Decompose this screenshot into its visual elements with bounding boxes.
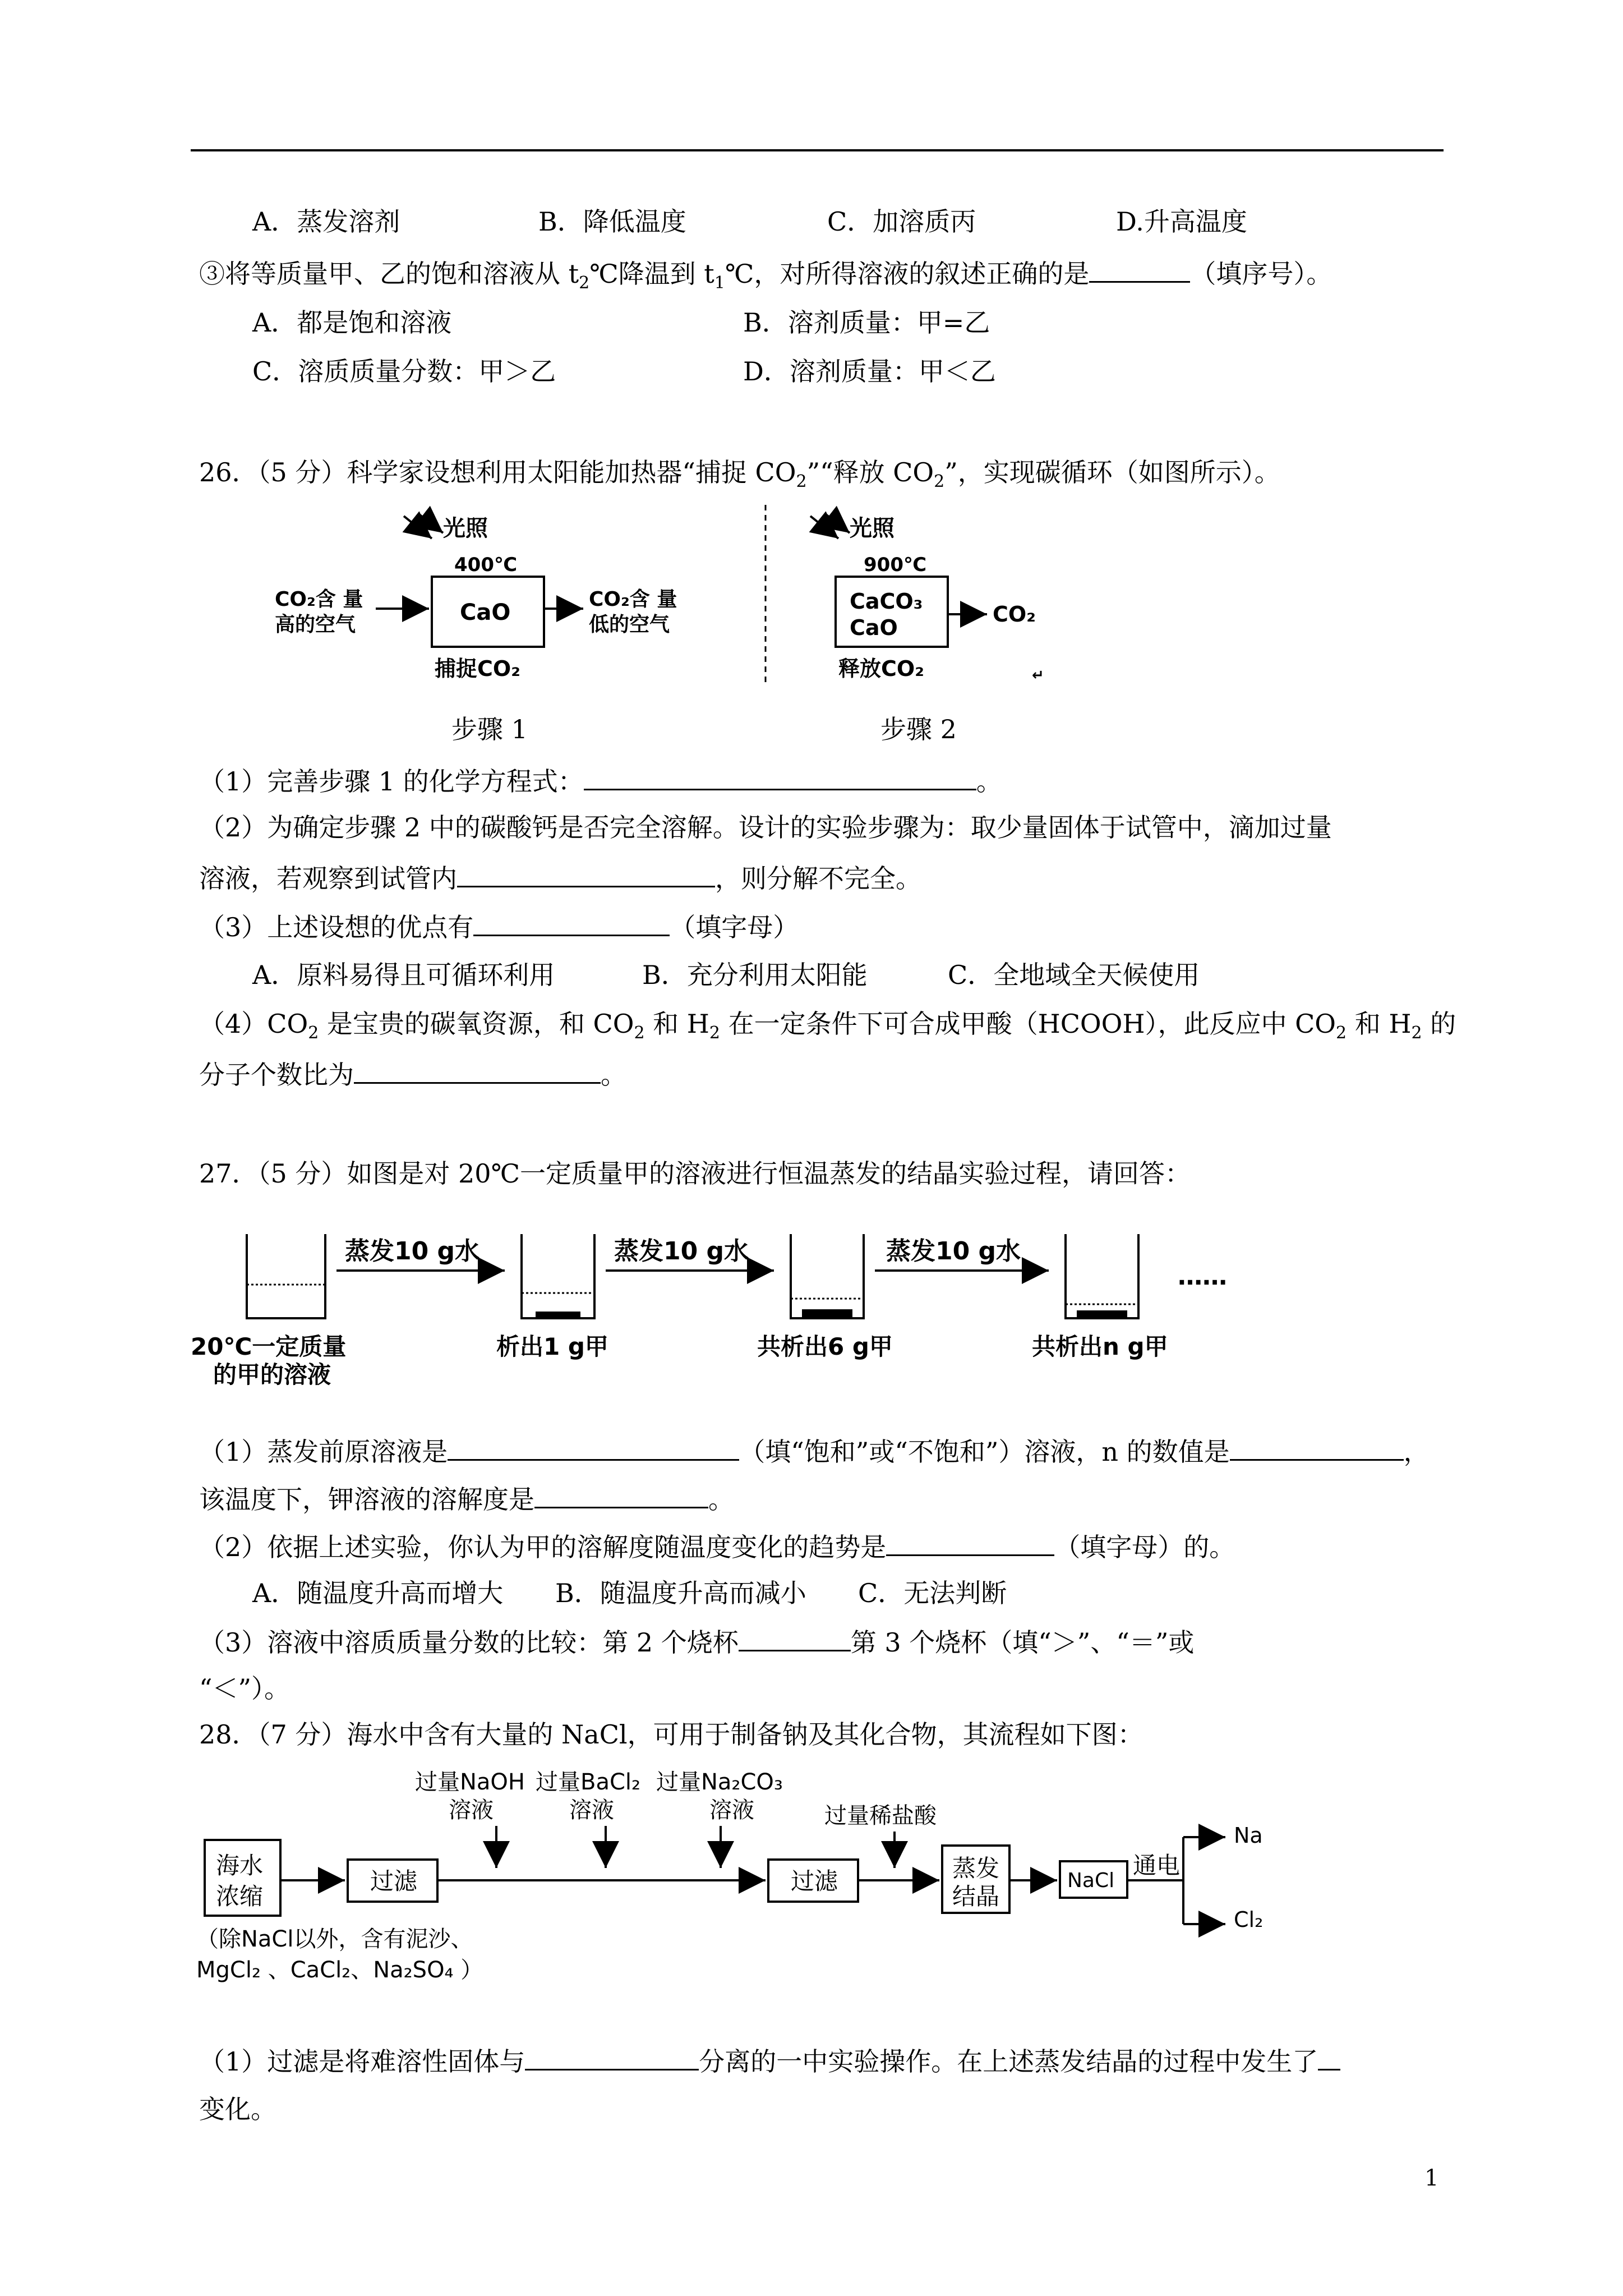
q26-p2: （2）为确定步骤 2 中的碳酸钙是否完全溶解。设计的实验步骤为：取少量固体于试管中，滴加过量 — [199, 812, 1332, 843]
seawater-note: （除NaCl以外，含有泥沙、 — [196, 1926, 473, 1952]
beaker-2-label: 析出1 g甲 — [496, 1333, 608, 1360]
q26-p4-cont: 分子个数比为 。 — [199, 1056, 626, 1092]
release-caption: 释放CO₂ — [838, 656, 924, 681]
beaker-4-label: 共析出n g甲 — [1032, 1333, 1168, 1360]
answer-blank — [584, 763, 976, 790]
reagent-label: 溶液 — [569, 1797, 614, 1823]
option-c: C．全地域全天候使用 — [948, 960, 1200, 990]
q28-p1: （1）过滤是将难溶性固体与 分离的一中实验操作。在上述蒸发结晶的过程中发生了 — [199, 2043, 1340, 2078]
beaker-1 — [247, 1234, 325, 1318]
beaker-4 — [1066, 1234, 1138, 1318]
q27-p2: （2）依据上述实验，你认为甲的溶解度随温度变化的趋势是 （填字母）的。 — [199, 1529, 1235, 1564]
input-air-label: 高的空气 — [275, 613, 356, 636]
answer-blank — [448, 1433, 739, 1461]
beaker-1-label: 的甲的溶液 — [213, 1361, 331, 1388]
option-d: D．溶剂质量：甲＜乙 — [743, 356, 996, 386]
filter-label: 过滤 — [370, 1867, 418, 1895]
q26-p3: （3）上述设想的优点有 （填字母） — [199, 909, 799, 944]
option-c: C．无法判断 — [858, 1578, 1007, 1608]
flowchart-figure — [196, 1761, 1318, 2008]
beaker-3-label: 共析出6 g甲 — [757, 1333, 893, 1360]
option-a: A．都是饱和溶液 — [252, 307, 452, 338]
beaker-2 — [522, 1234, 594, 1318]
light-icon — [810, 513, 850, 539]
input-air-label: CO₂含 量 — [275, 588, 363, 611]
option-b: B．充分利用太阳能 — [642, 960, 868, 990]
seawater-label: 海水 — [216, 1852, 264, 1879]
step1-label: 步骤 1 — [451, 714, 528, 744]
option-c: C．溶质质量分数：甲＞乙 — [252, 356, 556, 386]
option-b: B．溶剂质量：甲=乙 — [743, 307, 990, 338]
beaker-3 — [791, 1234, 864, 1318]
evaporate-label: 蒸发10 g水 — [886, 1237, 1021, 1266]
q26-p2-cont: 溶液，若观察到试管内 ，则分解不完全。 — [199, 860, 921, 895]
option-d: D.升高温度 — [1116, 206, 1247, 237]
header-rule — [191, 149, 1444, 151]
answer-blank — [886, 1529, 1054, 1556]
temp-label: 400℃ — [454, 554, 518, 576]
output-air-label: CO₂含 量 — [589, 588, 677, 611]
crystal — [1077, 1310, 1127, 1317]
q27-p1-cont: 该温度下，钾溶液的溶解度是 。 — [199, 1481, 734, 1516]
caco3-label: CaCO₃ — [850, 589, 923, 614]
reagent-label: 过量Na₂CO₃ — [656, 1769, 783, 1795]
answer-blank — [354, 1056, 601, 1084]
reagent-label: 溶液 — [709, 1797, 754, 1823]
evaporation-figure — [191, 1206, 1256, 1391]
step2-label: 步骤 2 — [880, 714, 957, 744]
q27-p3: （3）溶液中溶质质量分数的比较：第 2 个烧杯 第 3 个烧杯（填“＞”、“＝”或 — [199, 1624, 1194, 1659]
q28-p1-cont: 变化。 — [199, 2094, 276, 2124]
reagent-label: 过量稀盐酸 — [824, 1803, 937, 1829]
evaporate-label: 蒸发10 g水 — [614, 1237, 749, 1266]
output-air-label: 低的空气 — [589, 613, 670, 636]
answer-blank — [1089, 255, 1190, 283]
answer-blank — [739, 1624, 851, 1651]
evaporate-label: 结晶 — [952, 1883, 1000, 1910]
co2-label: CO₂ — [993, 602, 1036, 627]
crystal — [802, 1309, 852, 1317]
reagent-label: 溶液 — [449, 1797, 494, 1823]
q27-stem: 27．（5 分）如图是对 20℃一定质量甲的溶液进行恒温蒸发的结晶实验过程，请回答： — [199, 1158, 1191, 1189]
q27-p3-cont: “＜”）。 — [199, 1673, 291, 1704]
answer-blank — [1318, 2043, 1340, 2070]
ellipsis: …… — [1178, 1262, 1227, 1291]
option-b: B．降低温度 — [538, 206, 686, 237]
light-label: 光照 — [850, 516, 895, 541]
q28-stem: 28．（7 分）海水中含有大量的 NaCl，可用于制备钠及其化合物，其流程如下图： — [199, 1719, 1144, 1750]
answer-blank — [1230, 1433, 1404, 1461]
answer-blank — [473, 909, 670, 936]
option-a: A．随温度升高而增大 — [252, 1578, 504, 1608]
q26-p1: （1）完善步骤 1 的化学方程式： 。 — [199, 763, 1002, 798]
page-number: 1 — [1424, 2165, 1439, 2191]
seawater-label: 浓缩 — [216, 1883, 264, 1910]
q27-p1: （1）蒸发前原溶液是 （填“饱和”或“不饱和”）溶液，n 的数值是 ， — [199, 1433, 1430, 1469]
evaporate-label: 蒸发 — [952, 1855, 1000, 1882]
q26-p4: $(4)CO_2$ 是宝贵的碳氧资源，和 $CO_2$ 和 $H_2$ 在一定条件下可合成甲酸（HCOOH），此反应中 $CO_2$ 和 $H_2$ 的 — [199, 1009, 1456, 1043]
light-icon — [404, 513, 443, 539]
cl2-label: Cl₂ — [1234, 1907, 1264, 1932]
crystal — [536, 1312, 580, 1317]
electrolysis-label: 通电 — [1133, 1852, 1181, 1879]
beaker-1-label: 20℃一定质量 — [191, 1333, 347, 1360]
reagent-label: 过量BaCl₂ — [536, 1769, 641, 1795]
q26-stem: 26．（5 分）科学家设想利用太阳能加热器“捕捉 $CO_2”“$释放 $CO_2$”，实现碳循环（如图所示）。 — [199, 457, 1280, 491]
option-c: C．加溶质丙 — [827, 206, 976, 237]
return-mark: ↵ — [1032, 667, 1044, 684]
seawater-note: MgCl₂ 、CaCl₂、Na₂SO₄ ） — [196, 1957, 483, 1983]
reagent-label: 过量NaOH — [415, 1769, 525, 1795]
q25-sub3: ③将等质量甲、乙的饱和溶液从 $t_2℃$降温到 $t_1℃$，对所得溶液的叙述正确的是 （填序号）。 — [199, 255, 1332, 300]
answer-blank — [525, 2043, 699, 2070]
answer-blank — [457, 860, 715, 887]
carbon-cycle-figure — [264, 505, 1071, 696]
evaporate-label: 蒸发10 g水 — [345, 1237, 480, 1266]
cao-label: CaO — [460, 600, 511, 625]
option-a: A．蒸发溶剂 — [252, 206, 400, 237]
answer-blank — [534, 1481, 708, 1508]
capture-caption: 捕捉CO₂ — [435, 656, 520, 681]
light-label: 光照 — [443, 516, 488, 541]
na-label: Na — [1234, 1823, 1263, 1848]
filter-label: 过滤 — [791, 1867, 838, 1895]
temp-label: 900℃ — [864, 554, 927, 576]
option-a: A．原料易得且可循环利用 — [252, 960, 555, 990]
nacl-label: NaCl — [1067, 1869, 1115, 1892]
option-b: B．随温度升高而减小 — [555, 1578, 806, 1608]
cao-label: CaO — [850, 615, 898, 640]
